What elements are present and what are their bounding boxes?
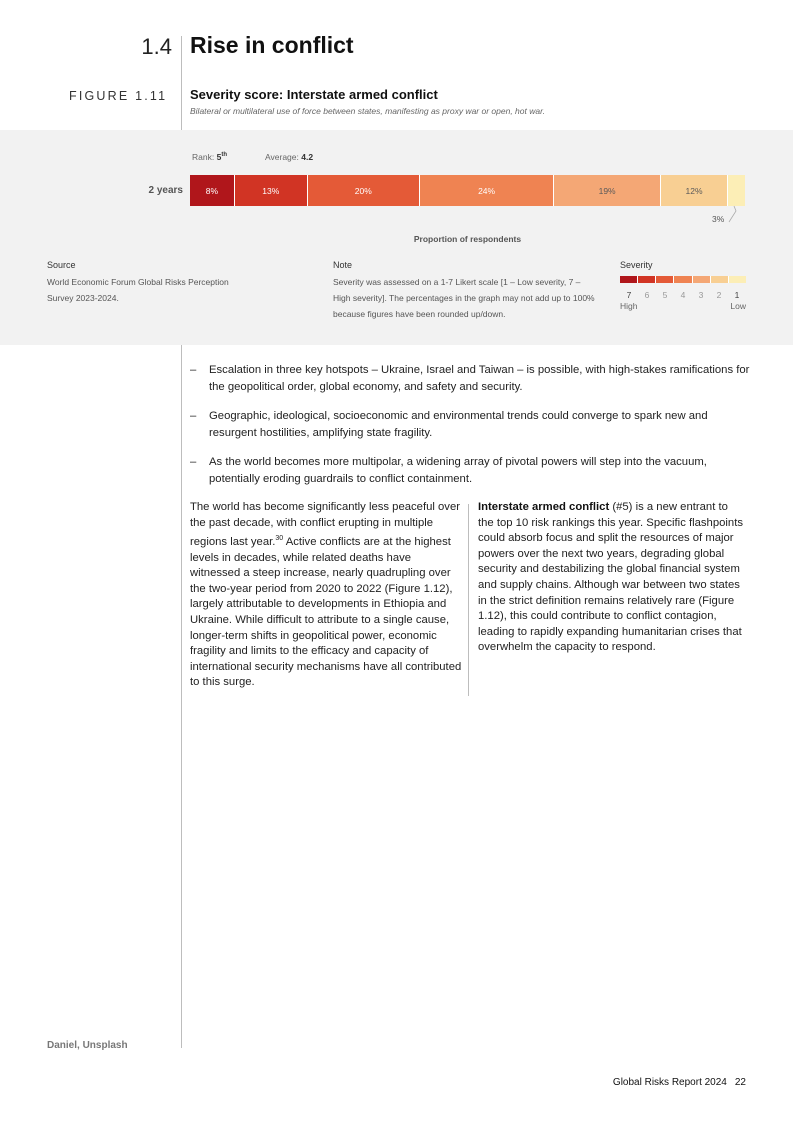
- legend-swatch-6: [638, 276, 656, 283]
- figure-label: FIGURE 1.11: [69, 89, 168, 103]
- section-number: 1.4: [141, 34, 172, 59]
- legend-level-1: 1: [734, 290, 740, 300]
- x-axis-title: Proportion of respondents: [413, 234, 522, 244]
- key-point: – Geographic, ideological, socioeconomic and environmental trends could converge to spark new and resurgent hostilities, amplifying state fragility.: [190, 410, 708, 439]
- legend-level-3: 3: [698, 290, 704, 300]
- severity-legend-title: Severity: [620, 260, 653, 270]
- bar-segment-severity-4: [420, 175, 555, 206]
- bullet-dash: –: [190, 364, 197, 376]
- bar-segment-severity-5: [308, 175, 420, 206]
- legend-level-2: 2: [716, 290, 722, 300]
- bar-segment-label: 24%: [478, 185, 496, 196]
- callout-leader-line: [726, 205, 740, 225]
- bar-segment-severity-2: [661, 175, 728, 206]
- bar-segment-label: 19%: [598, 185, 616, 196]
- legend-level-5: 5: [662, 290, 668, 300]
- severity-high-label: High: [620, 301, 638, 311]
- callout-label-3pct: 3%: [712, 214, 725, 224]
- bar-segment-label: 12%: [685, 185, 703, 196]
- key-points-list: [190, 362, 750, 500]
- body-column-left: The world has become significantly less peaceful over the past decade, with conflict erupting in multiple regions last year.$^{30}$ Active conflicts are at the highest levels in decades, while related deaths have witnessed a steep increase, nearly quadrupling over the two-year period from 2020 to 2022 (Figure 1.12), largely attributable to developments in Ethiopia and Ukraine. While difficult to attribute to a single cause, longer-term shifts in geopolitical power, economic fragility and limits to the efficacy and capacity of international security mechanisms have all contributed to this surge.: [190, 501, 462, 689]
- legend-swatch-3: [693, 276, 711, 283]
- page-footer: [560, 1077, 746, 1088]
- bar-category-label: 2 years: [148, 185, 183, 196]
- bar-segment-severity-3: [554, 175, 661, 206]
- note-heading: Note: [333, 260, 353, 270]
- legend-level-6: 6: [644, 290, 650, 300]
- bullet-dash: –: [190, 410, 197, 422]
- legend-swatch-1: [729, 276, 746, 283]
- column-divider: [468, 504, 469, 696]
- severity-legend-levels: [620, 290, 746, 300]
- legend-level-7: 7: [626, 290, 632, 300]
- legend-level-4: 4: [680, 290, 686, 300]
- rank-value: 5th: [216, 152, 227, 162]
- bullet-dash: –: [190, 456, 197, 468]
- legend-swatch-7: [620, 276, 638, 283]
- bar-segment-severity-7: [190, 175, 235, 206]
- body-column-right: Interstate armed conflict (#5) is a new entrant to the top 10 risk rankings this year. Specific flashpoints could absorb focus and split the resources of major powers over the next two years, degrading global security and destabilizing the global financial system and supply chains. Although war between two states in the strict definition remains relatively rare (Figure 1.12), this could contribute to conflict contagion, leading to rapidly expanding humanitarian crises that overwhelm the capacity to respond.: [478, 501, 743, 654]
- legend-swatch-4: [674, 276, 692, 283]
- average-label: Average: 4.2: [265, 152, 314, 162]
- key-point: – Escalation in three key hotspots – Ukraine, Israel and Taiwan – is possible, with high-stakes ramifications for the geopolitical order, global economy, and safety and security.: [190, 364, 750, 393]
- figure-title: Severity score: Interstate armed conflict: [190, 87, 438, 102]
- bar-segment-severity-6: [235, 175, 308, 206]
- bar-segment-label: 20%: [354, 185, 372, 196]
- footnote-ref: 30: [275, 535, 284, 543]
- average-value: 4.2: [301, 152, 314, 162]
- rank-label: Rank: 5th: [192, 152, 227, 162]
- legend-swatch-2: [711, 276, 729, 283]
- severity-legend-swatches: [620, 276, 746, 283]
- key-point: – As the world becomes more multipolar, a widening array of pivotal powers will step into the vacuum, potentially eroding guardrails to conflict containment.: [190, 456, 707, 485]
- severity-low-label: Low: [730, 301, 746, 311]
- bar-segment-label: 13%: [262, 185, 280, 196]
- photo-credit: Daniel, Unsplash: [47, 1040, 128, 1051]
- source-heading: Source: [47, 260, 76, 270]
- bar-segment-label: 8%: [205, 185, 219, 196]
- risk-name: Interstate armed conflict: [478, 501, 610, 513]
- note-text: Severity was assessed on a 1-7 Likert scale [1 – Low severity, 7 – High severity]. The percentages in the graph may not add up to 100% because figures have been rounded up/down.: [333, 277, 595, 319]
- page-number: 22: [734, 1077, 746, 1088]
- stacked-bar: [190, 175, 745, 206]
- figure-subtitle: Bilateral or multilateral use of force between states, manifesting as proxy war or open, hot war.: [190, 106, 545, 116]
- report-title: Global Risks Report 2024: [612, 1077, 727, 1088]
- source-text: World Economic Forum Global Risks Perception Survey 2023-2024.: [47, 277, 229, 303]
- legend-swatch-5: [656, 276, 674, 283]
- section-title: Rise in conflict: [190, 32, 354, 58]
- bar-segment-severity-1: [728, 175, 745, 206]
